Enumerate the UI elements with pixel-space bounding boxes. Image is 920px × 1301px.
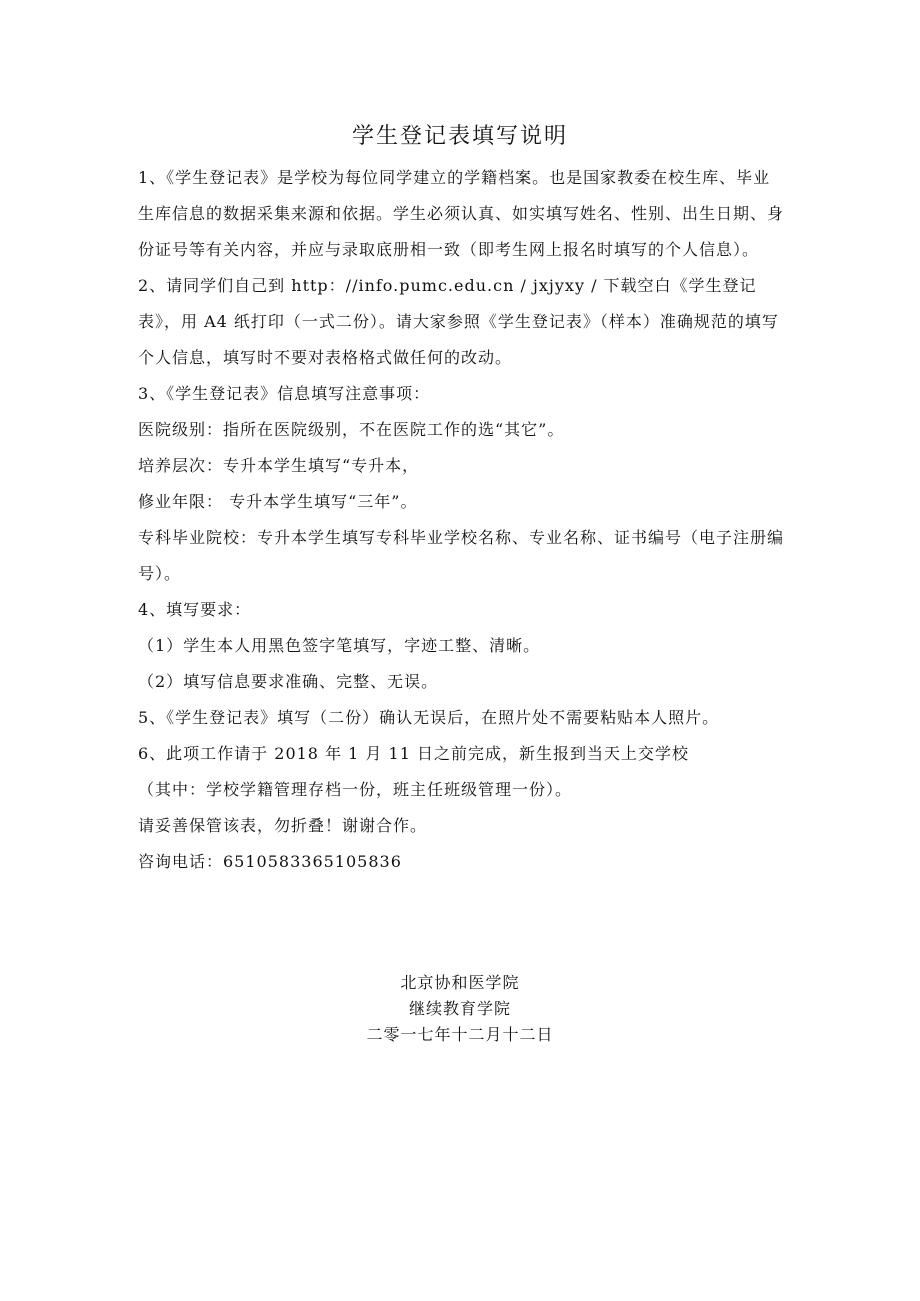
note-hospital-level: 医院级别：指所在医院级别，不在医院工作的选“其它”。 (138, 420, 565, 439)
document-body (138, 160, 786, 880)
signature-block (0, 970, 920, 1048)
signature-date: 二零一七年十二月十二日 (366, 1025, 554, 1044)
paragraph-3: 3、《学生登记表》信息填写注意事项： (138, 384, 431, 403)
paragraph-4: 4、填写要求： (138, 600, 252, 619)
document-title: 学生登记表填写说明 (351, 124, 568, 149)
note-college: 专科毕业院校：专升本学生填写专科毕业学校名称、专业名称、证书编号（电子注册编号）。 (138, 528, 785, 583)
paragraph-6: 6、此项工作请于 2018 年 1 月 11 日之前完成，新生报到当天上交学校 (138, 744, 689, 763)
paragraph-6-note: （其中：学校学籍管理存档一份，班主任班级管理一份）。 (138, 780, 573, 799)
requirement-1: （1）学生本人用黑色签字笔填写，字迹工整、清晰。 (138, 636, 541, 655)
paragraph-1: 1、《学生登记表》是学校为每位同学建立的学籍档案。也是国家教委在校生库、毕业生库信息的数据采集来源和依据。学生必须认真、如实填写姓名、性别、出生日期、身份证号等有关内容，并应与录取底册相一致（即考生网上报名时填写的个人信息）。 (138, 168, 785, 259)
keep-notice: 请妥善保管该表，勿折叠！谢谢合作。 (138, 816, 428, 835)
paragraph-5: 5、《学生登记表》填写（二份）确认无误后，在照片处不需要粘贴本人照片。 (138, 708, 720, 727)
contact-phone: 咨询电话：6510583365105836 (138, 852, 402, 871)
requirement-2: （2）填写信息要求准确、完整、无误。 (138, 672, 439, 691)
signature-org-1: 北京协和医学院 (400, 973, 520, 992)
paragraph-2: 2、请同学们自己到 http：//info.pumc.edu.cn / jxjyxy / 下载空白《学生登记表》，用 A4 纸打印（一式二份）。请大家参照《学生登记表》（样本）准确规范的填写个人信息，填写时不要对表格格式做任何的改动。 (138, 276, 779, 367)
note-study-years: 修业年限： 专升本学生填写“三年”。 (138, 492, 418, 511)
signature-org-2: 继续教育学院 (408, 999, 511, 1018)
note-training-level: 培养层次：专升本学生填写“专升本， (138, 456, 420, 475)
